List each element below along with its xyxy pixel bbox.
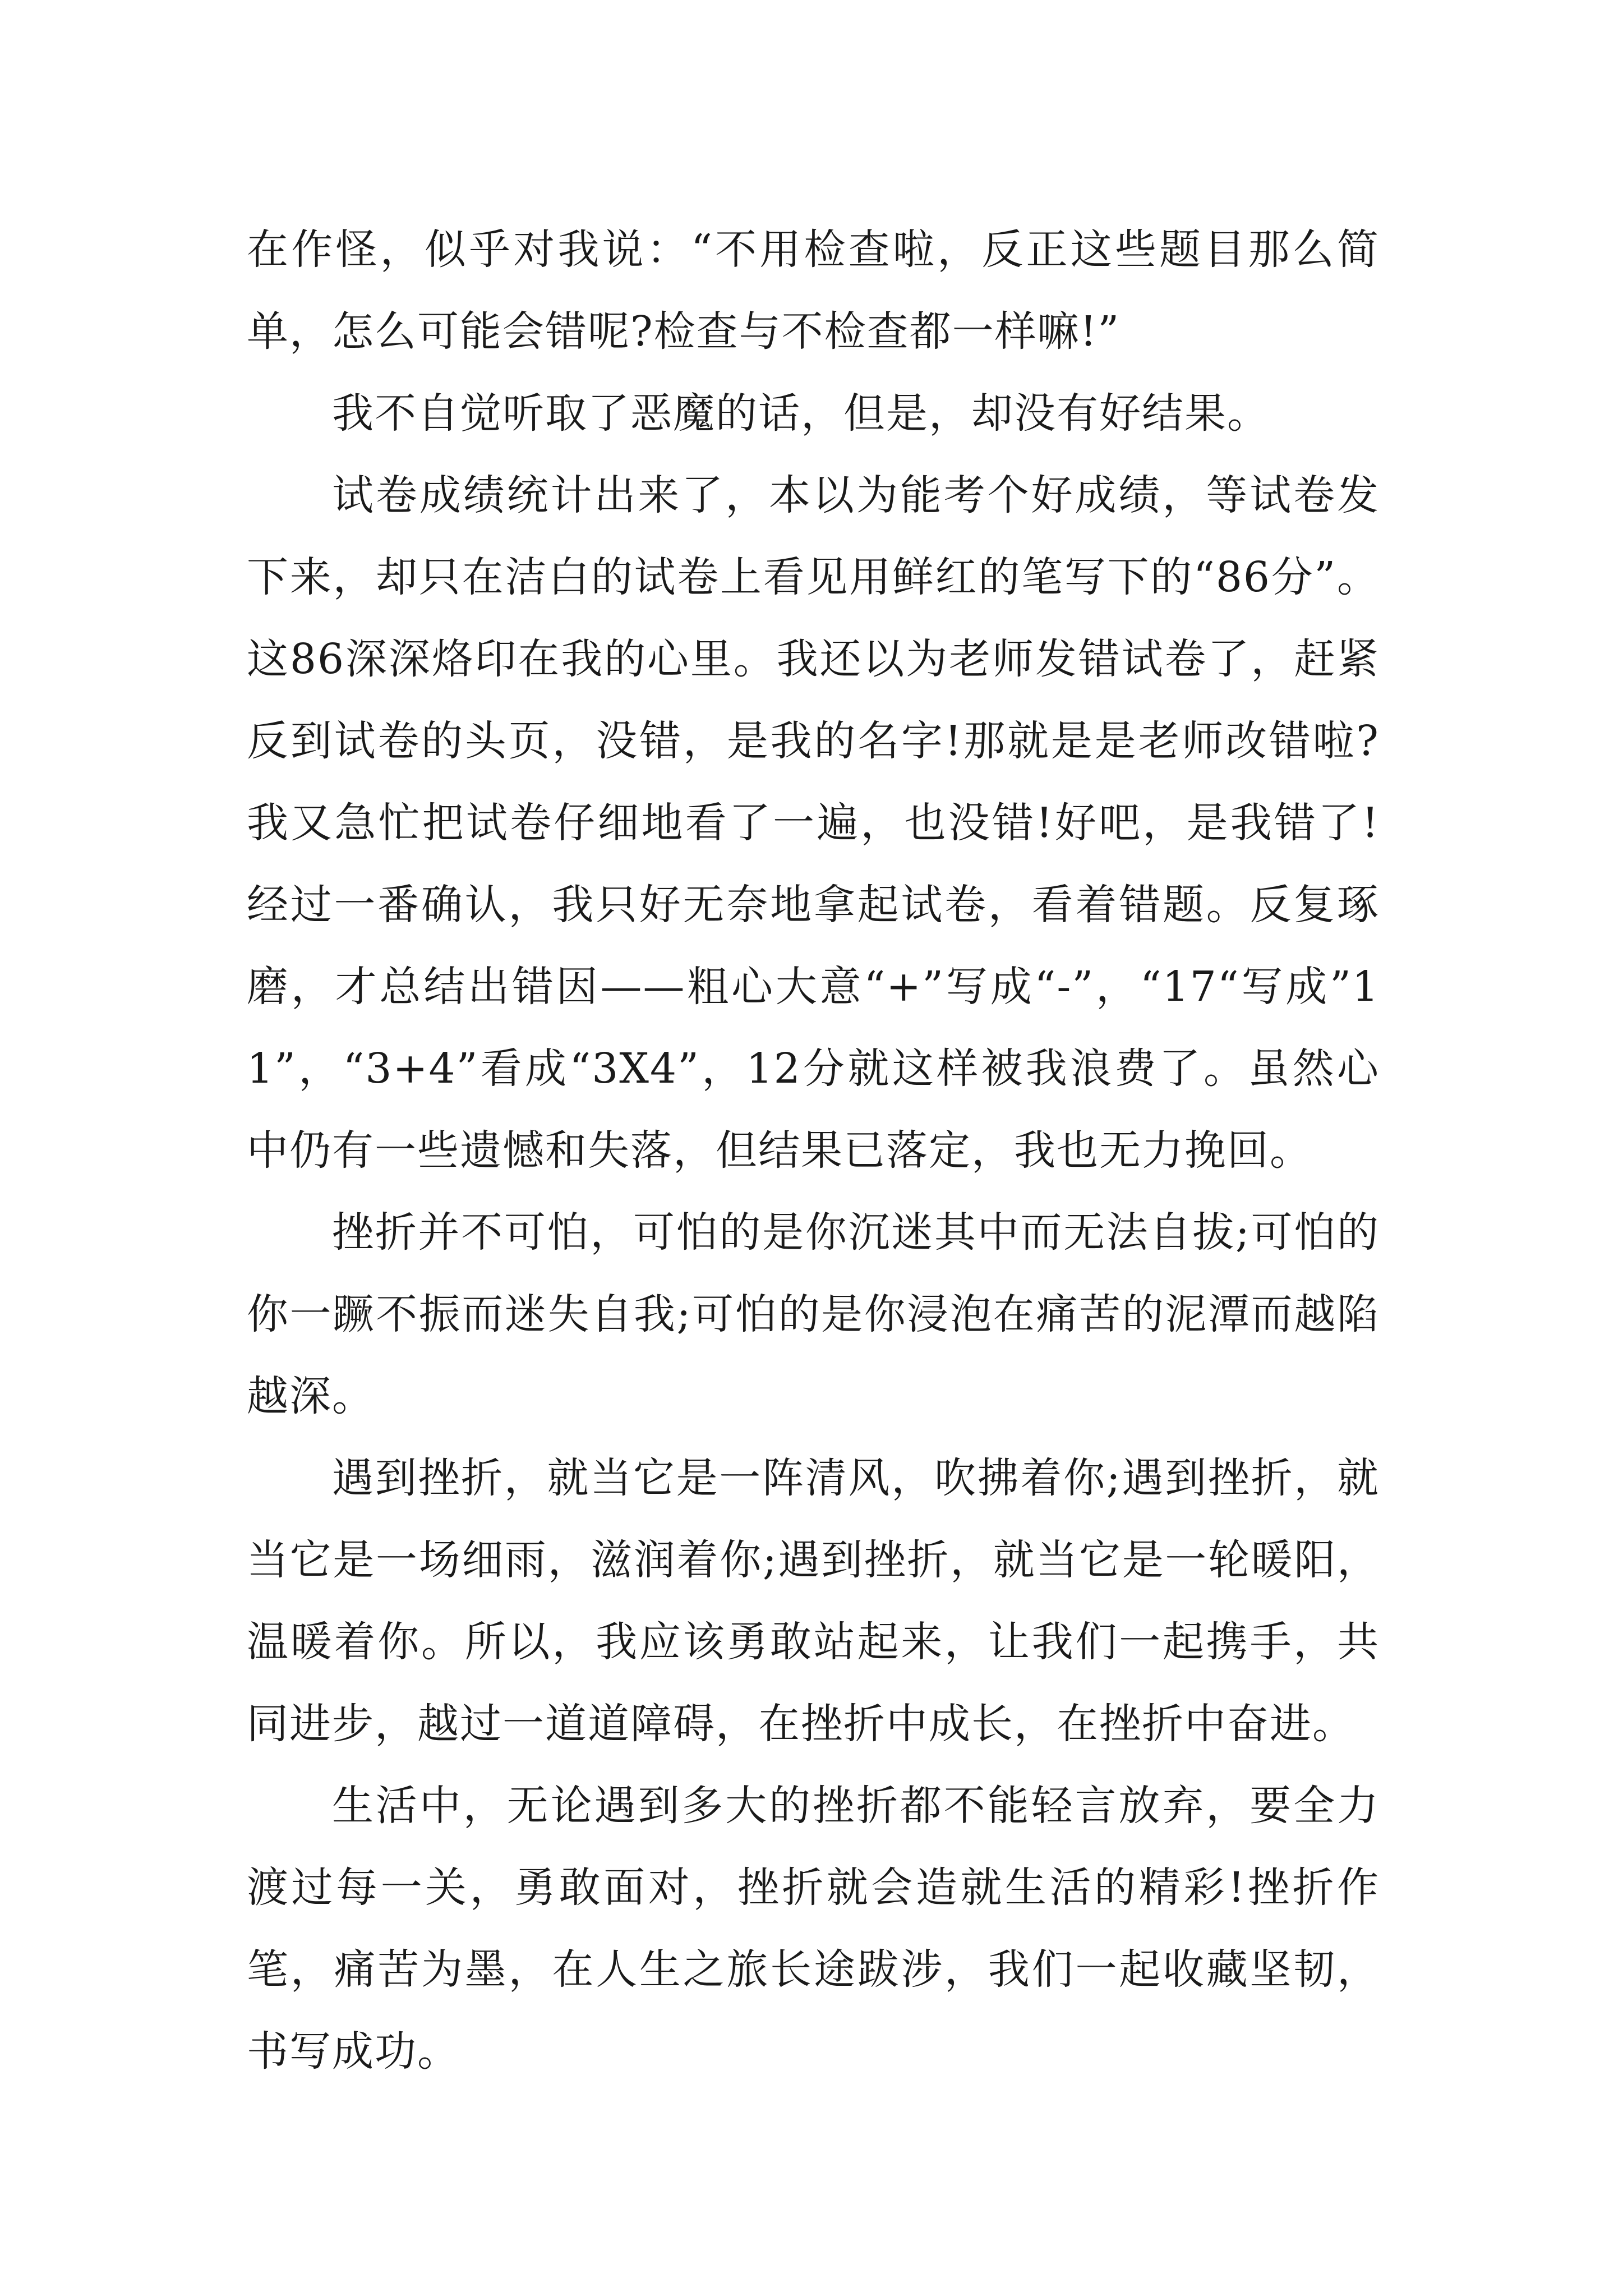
paragraph: 我不自觉听取了恶魔的话，但是，却没有好结果。 — [332, 389, 1270, 438]
paragraph: 生活中，无论遇到多大的挫折都不能轻言放弃，要全力渡过每一关，勇敢面对，挫折就会造就生活的精彩!挫折作笔，痛苦为墨，在人生之旅长途跋涉，我们一起收藏坚韧，书写成功。 — [247, 1782, 1380, 2076]
paragraph: 遇到挫折，就当它是一阵清风，吹拂着你;遇到挫折，就当它是一场细雨，滋润着你;遇到挫折，就当它是一轮暖阳，温暖着你。所以，我应该勇敢站起来，让我们一起携手，共同进步，越过一道道障碍，在挫折中成长，在挫折中奋进。 — [247, 1454, 1380, 1748]
document-body — [247, 209, 1380, 2092]
paragraph: 试卷成绩统计出来了，本以为能考个好成绩，等试卷发下来，却只在洁白的试卷上看见用鲜红的笔写下的“86分”。这86深深烙印在我的心里。我还以为老师发错试卷了，赶紧反到试卷的头页，没错，是我的名字!那就是是老师改错啦?我又急忙把试卷仔细地看了一遍，也没错!好吧，是我错了!经过一番确认，我只好无奈地拿起试卷，看着错题。反复琢磨，才总结出错因——粗心大意“+”写成“-”，“17“写成”11”，“3+4”看成“3X4”，12分就这样被我浪费了。虽然心中仍有一些遗憾和失落，但结果已落定，我也无力挽回。 — [247, 471, 1380, 1175]
paragraph: 挫折并不可怕，可怕的是你沉迷其中而无法自拔;可怕的你一蹶不振而迷失自我;可怕的是你浸泡在痛苦的泥潭而越陷越深。 — [247, 1208, 1380, 1420]
paragraph-continuation: 在作怪，似乎对我说：“不用检查啦，反正这些题目那么简单，怎么可能会错呢?检查与不检查都一样嘛!” — [247, 226, 1380, 356]
